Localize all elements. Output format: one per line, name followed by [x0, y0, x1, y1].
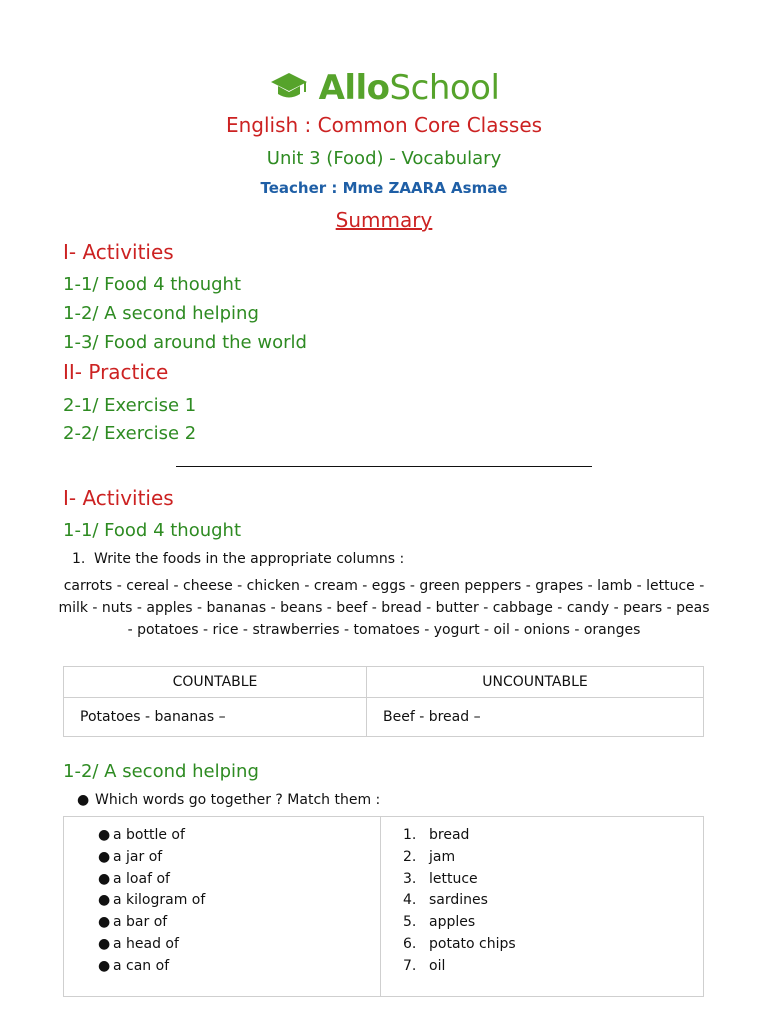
quantity-list [65, 825, 379, 978]
list-number: 7. [403, 957, 417, 974]
list-number: 4. [403, 892, 417, 909]
column-header: COUNTABLE [64, 667, 367, 698]
list-item [382, 912, 702, 934]
graduation-cap-icon [269, 71, 309, 105]
list-item [382, 934, 702, 956]
list-item-text: jam [429, 848, 456, 865]
summary-item: 1-3/ Food around the world [63, 332, 307, 353]
list-number: 2. [403, 848, 417, 865]
instruction-number: 1. [72, 551, 86, 567]
list-item-text: sardines [429, 892, 488, 909]
list-item [65, 934, 379, 956]
bullet-instruction [77, 792, 380, 808]
list-item [65, 890, 379, 912]
list-item [382, 825, 702, 847]
list-number: 5. [403, 914, 417, 931]
summary-section-activities: I- Activities [63, 240, 174, 264]
list-item-text: a head of [113, 935, 179, 952]
bullet-icon: ● [98, 848, 111, 865]
bullet-icon: ● [98, 957, 111, 974]
bullet-icon: ● [98, 935, 111, 952]
column-header: UNCOUNTABLE [367, 667, 704, 698]
list-item-text: a bottle of [113, 827, 185, 843]
bullet-icon: ● [98, 827, 111, 843]
bullet-text: Which words go together ? Match them : [95, 792, 381, 808]
logo-text-bold: Allo [318, 68, 390, 108]
teacher-name: Teacher : Mme ZAARA Asmae [260, 179, 508, 197]
list-item-text: a kilogram of [113, 892, 206, 909]
list-number: 1. [403, 827, 417, 843]
summary-item: 1-2/ A second helping [63, 303, 259, 324]
list-item [382, 847, 702, 869]
table-cell: Potatoes - bananas – [64, 698, 367, 737]
list-item-text: oil [429, 957, 446, 974]
list-item [65, 869, 379, 891]
list-item-text: apples [429, 914, 476, 931]
summary-item: 1-1/ Food 4 thought [63, 274, 242, 295]
divider-line [176, 466, 592, 467]
section-heading: I- Activities [63, 486, 174, 510]
list-item [382, 890, 702, 912]
food-word-list: carrots - cereal - cheese - chicken - cream - eggs - green peppers - grapes - lamb - lettuce - milk - nuts - apples - bananas - beans - beef - bread - butter - cabbage - candy - pears - peas - potatoes - rice - strawberries - tomatoes - yogurt - oil - onions - oranges [58, 578, 710, 638]
unit-title: Unit 3 (Food) - Vocabulary [266, 148, 502, 169]
list-item-text: a can of [113, 957, 170, 974]
summary-heading: Summary [335, 208, 433, 232]
list-item-text: lettuce [429, 870, 478, 887]
bullet-icon: ● [98, 892, 111, 909]
list-item [65, 825, 379, 847]
list-item [382, 956, 702, 978]
logo-text [319, 68, 500, 108]
summary-section-practice: II- Practice [63, 360, 169, 384]
list-item [65, 956, 379, 978]
list-item [65, 847, 379, 869]
right-column [381, 817, 704, 997]
list-item-text: a bar of [113, 914, 168, 931]
summary-item: 2-1/ Exercise 1 [63, 395, 197, 416]
countable-table [63, 666, 704, 737]
left-column [64, 817, 381, 997]
list-item-text: bread [429, 827, 470, 843]
bullet-icon: ● [98, 914, 111, 931]
course-title: English : Common Core Classes [225, 113, 543, 137]
list-item-text: a loaf of [113, 870, 170, 887]
subsection-heading: 1-1/ Food 4 thought [63, 520, 242, 541]
summary-item: 2-2/ Exercise 2 [63, 423, 197, 444]
list-item-text: a jar of [113, 848, 163, 865]
instruction-text: Write the foods in the appropriate columns : [94, 551, 405, 567]
logo-text-light: School [389, 68, 500, 108]
list-item-text: potato chips [429, 935, 516, 952]
alloschool-logo [0, 66, 768, 110]
list-number: 6. [403, 935, 417, 952]
list-item [382, 869, 702, 891]
matching-table [63, 816, 704, 997]
list-number: 3. [403, 870, 417, 887]
subsection-heading: 1-2/ A second helping [63, 761, 259, 782]
bullet-icon: ● [77, 792, 90, 808]
table-cell: Beef - bread – [367, 698, 704, 737]
food-list [382, 825, 702, 978]
instruction [72, 551, 404, 567]
bullet-icon: ● [98, 870, 111, 887]
list-item [65, 912, 379, 934]
